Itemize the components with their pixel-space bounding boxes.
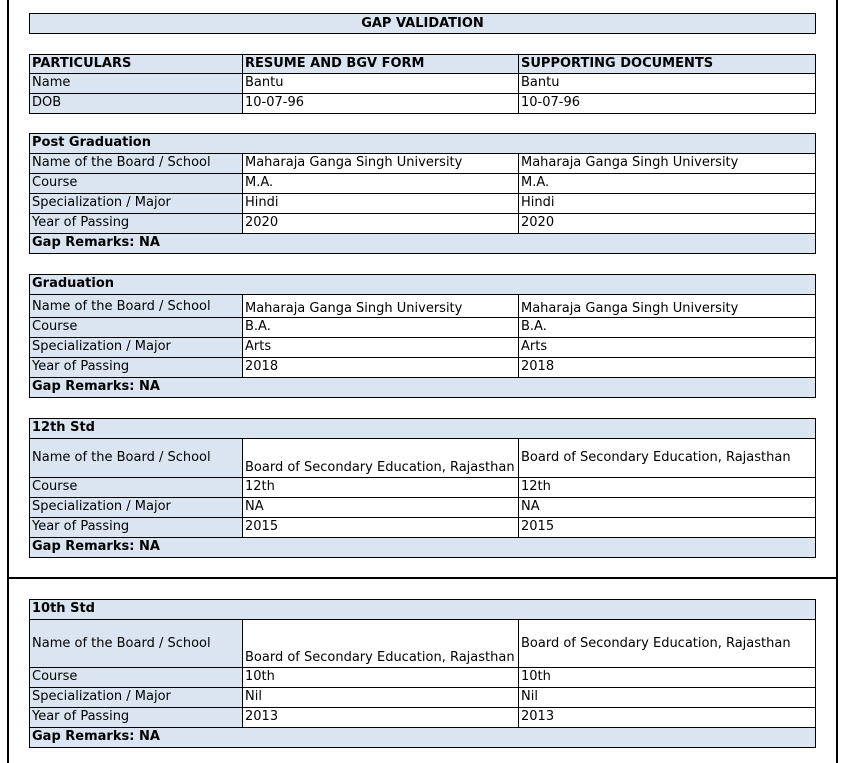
row-label: Specialization / Major <box>29 497 243 518</box>
row-label: Year of Passing <box>29 213 243 234</box>
docs-value: Board of Secondary Education, Rajasthan <box>518 438 816 478</box>
row-label: Name of the Board / School <box>29 438 243 478</box>
row-label: Name of the Board / School <box>29 619 243 668</box>
docs-value: 10th <box>518 667 816 688</box>
docs-value: Maharaja Ganga Singh University <box>518 294 816 318</box>
page-title: GAP VALIDATION <box>29 13 816 34</box>
header-supporting-docs: SUPPORTING DOCUMENTS <box>518 54 816 74</box>
docs-value: B.A. <box>518 317 816 338</box>
row-label: Specialization / Major <box>29 687 243 708</box>
resume-value: 10th <box>242 667 519 688</box>
resume-value: Nil <box>242 687 519 708</box>
docs-value: 2013 <box>518 707 816 728</box>
resume-value: 2020 <box>242 213 519 234</box>
section-heading: Graduation <box>29 274 816 295</box>
resume-value: 2015 <box>242 517 519 538</box>
row-label: Year of Passing <box>29 517 243 538</box>
docs-value: NA <box>518 497 816 518</box>
header-resume: RESUME AND BGV FORM <box>242 54 519 74</box>
docs-value: M.A. <box>518 173 816 194</box>
docs-value: Nil <box>518 687 816 708</box>
row-label: Course <box>29 477 243 498</box>
page-break-line <box>7 577 838 579</box>
resume-value: Bantu <box>242 73 519 94</box>
section-heading: 10th Std <box>29 599 816 620</box>
docs-value: Maharaja Ganga Singh University <box>518 153 816 174</box>
gap-remarks: Gap Remarks: NA <box>29 233 816 254</box>
resume-value: Board of Secondary Education, Rajasthan <box>242 438 519 478</box>
row-label: Specialization / Major <box>29 337 243 358</box>
docs-value: 2018 <box>518 357 816 378</box>
resume-value: 2018 <box>242 357 519 378</box>
row-label: Name <box>29 73 243 94</box>
docs-value: Bantu <box>518 73 816 94</box>
page-border-left <box>7 0 9 763</box>
row-label: Year of Passing <box>29 707 243 728</box>
row-label: Name of the Board / School <box>29 294 243 318</box>
gap-remarks: Gap Remarks: NA <box>29 727 816 748</box>
docs-value: 12th <box>518 477 816 498</box>
resume-value: 10-07-96 <box>242 93 519 114</box>
docs-value: 2020 <box>518 213 816 234</box>
docs-value: 2015 <box>518 517 816 538</box>
resume-value: Arts <box>242 337 519 358</box>
resume-value: 2013 <box>242 707 519 728</box>
docs-value: 10-07-96 <box>518 93 816 114</box>
docs-value: Board of Secondary Education, Rajasthan <box>518 619 816 668</box>
resume-value: B.A. <box>242 317 519 338</box>
header-particulars: PARTICULARS <box>29 54 243 74</box>
row-label: DOB <box>29 93 243 114</box>
docs-value: Arts <box>518 337 816 358</box>
resume-value: 12th <box>242 477 519 498</box>
row-label: Course <box>29 173 243 194</box>
row-label: Year of Passing <box>29 357 243 378</box>
resume-value: Board of Secondary Education, Rajasthan <box>242 619 519 668</box>
row-label: Course <box>29 317 243 338</box>
resume-value: Maharaja Ganga Singh University <box>242 294 519 318</box>
section-heading: Post Graduation <box>29 133 816 154</box>
gap-remarks: Gap Remarks: NA <box>29 537 816 558</box>
row-label: Specialization / Major <box>29 193 243 214</box>
resume-value: Maharaja Ganga Singh University <box>242 153 519 174</box>
resume-value: Hindi <box>242 193 519 214</box>
docs-value: Hindi <box>518 193 816 214</box>
gap-remarks: Gap Remarks: NA <box>29 377 816 398</box>
row-label: Name of the Board / School <box>29 153 243 174</box>
page-border-right <box>836 0 838 763</box>
section-heading: 12th Std <box>29 418 816 439</box>
row-label: Course <box>29 667 243 688</box>
resume-value: NA <box>242 497 519 518</box>
resume-value: M.A. <box>242 173 519 194</box>
